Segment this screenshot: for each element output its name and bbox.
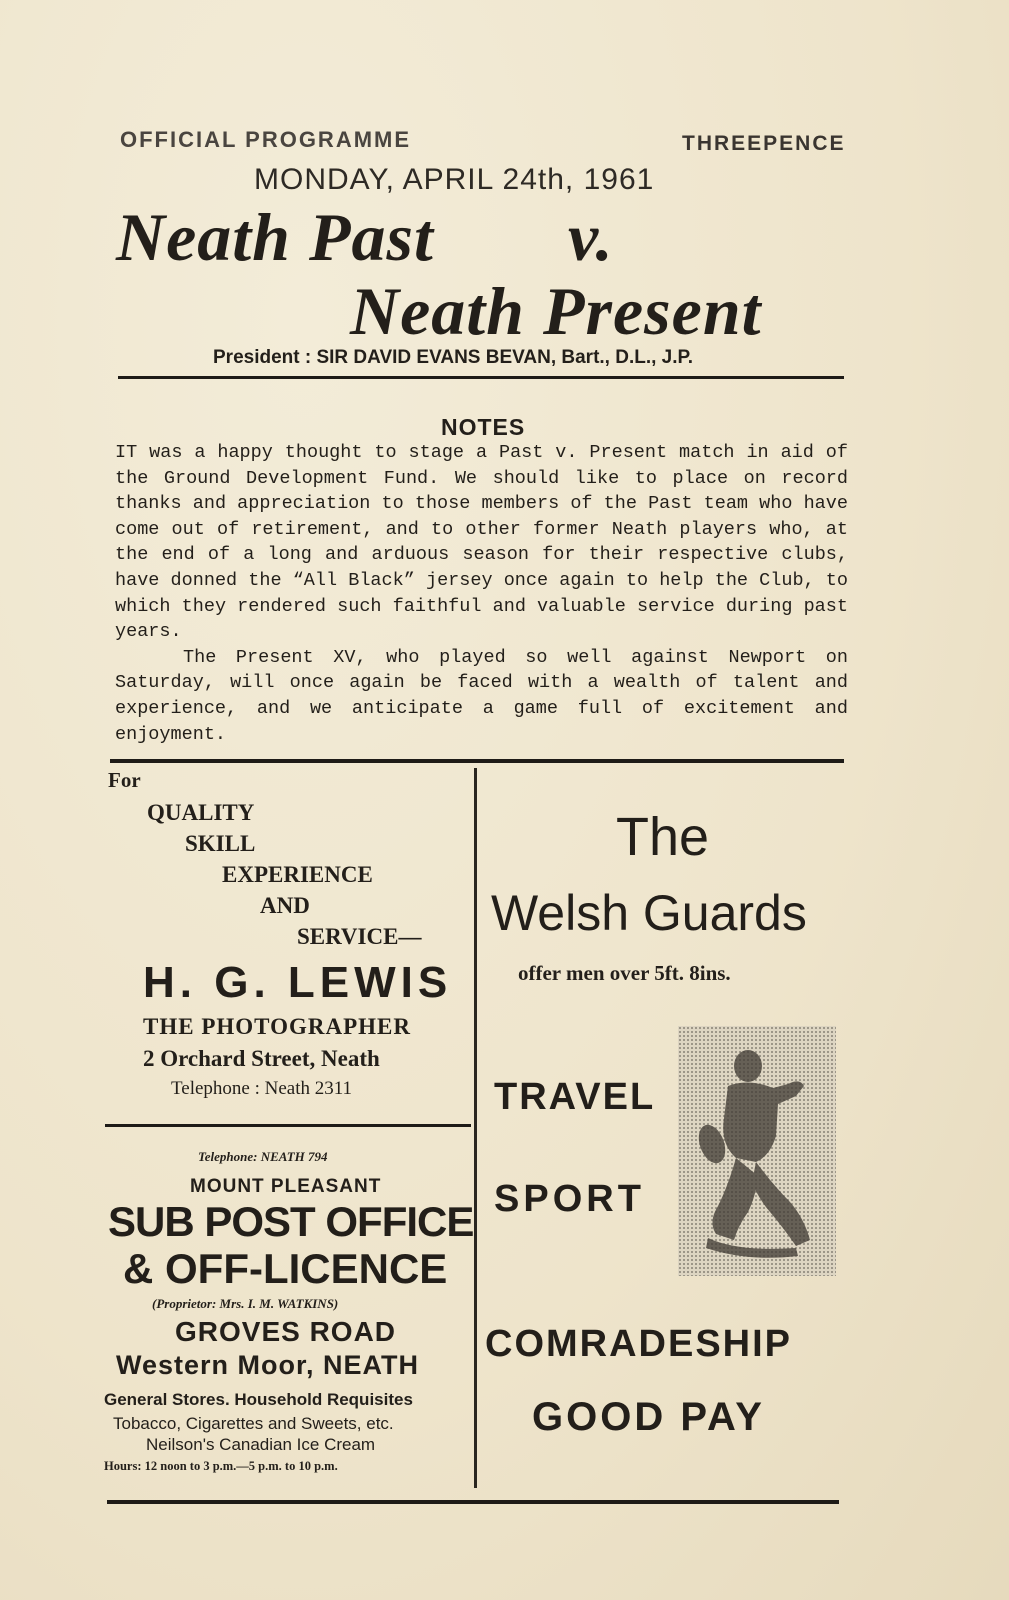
post-office-road: GROVES ROAD: [175, 1316, 397, 1347]
rugby-player-image: [678, 1026, 836, 1276]
post-office-area: Western Moor, NEATH: [116, 1350, 420, 1380]
guards-travel: TRAVEL: [494, 1076, 656, 1118]
notes-divider: [110, 759, 844, 763]
ad-and: AND: [260, 893, 310, 918]
title-present: Neath Present: [350, 273, 762, 349]
guards-offer: offer men over 5ft. 8ins.: [518, 961, 731, 985]
post-office-ice-cream: Neilson's Canadian Ice Cream: [146, 1435, 376, 1454]
ad-divider: [105, 1124, 471, 1127]
ad-for-label: For: [108, 768, 141, 792]
header-divider: [118, 376, 844, 379]
off-licence-title: & OFF-LICENCE: [123, 1245, 448, 1292]
post-office-tobacco: Tobacco, Cigarettes and Sweets, etc.: [113, 1414, 394, 1433]
notes-paragraph: The Present XV, who played so well against Newport on Saturday, will once again be faced with a wealth of talent and experience, and we anticipate a game full of excitement and enjoyment.: [115, 646, 848, 745]
photographer-role: THE PHOTOGRAPHER: [143, 1014, 411, 1039]
post-office-telephone: Telephone: NEATH 794: [198, 1149, 328, 1164]
photographer-name: H. G. LEWIS: [143, 958, 453, 1007]
ad-experience: EXPERIENCE: [222, 862, 373, 887]
ad-quality: QUALITY: [147, 800, 255, 825]
guards-comradeship: COMRADESHIP: [485, 1323, 793, 1365]
match-date: MONDAY, APRIL 24th, 1961: [254, 163, 655, 196]
footer-divider: [107, 1500, 839, 1504]
post-office-title: SUB POST OFFICE: [108, 1198, 474, 1245]
proprietor-line: (Proprietor: Mrs. I. M. WATKINS): [152, 1296, 339, 1311]
post-office-hours: Hours: 12 noon to 3 p.m.—5 p.m. to 10 p.m.: [104, 1459, 338, 1473]
rugby-player-icon: [678, 1026, 836, 1276]
title-versus: v.: [568, 199, 613, 275]
guards-pay: GOOD PAY: [532, 1395, 765, 1439]
photographer-address: 2 Orchard Street, Neath: [143, 1046, 380, 1071]
post-office-mount: MOUNT PLEASANT: [190, 1176, 382, 1197]
post-office-general: General Stores. Household Requisites: [104, 1390, 413, 1409]
president-line: President : SIR DAVID EVANS BEVAN, Bart., D.L., J.P.: [213, 347, 694, 368]
title-past: Neath Past: [116, 199, 434, 275]
ad-skill: SKILL: [185, 831, 256, 856]
notes-heading: NOTES: [441, 414, 526, 440]
photographer-telephone: Telephone : Neath 2311: [171, 1078, 353, 1099]
price-label: THREEPENCE: [682, 132, 846, 155]
guards-sport: SPORT: [494, 1178, 645, 1220]
notes-paragraph: IT was a happy thought to stage a Past v. Present match in aid of the Ground Development Fund. We should like to place on record thanks and appreciation to those members of the Past team who have come out of retirement, and to other former Neath players who, at the end of a long and arduous season for their respective clubs, have donned the “All Black” jersey once again to help the Club, to which they rendered such faithful and valuable service during past years.: [115, 442, 848, 643]
guards-name: Welsh Guards: [491, 885, 807, 941]
ad-service: SERVICE—: [297, 924, 422, 949]
guards-the: The: [616, 807, 710, 867]
programme-label: OFFICIAL PROGRAMME: [120, 127, 412, 152]
notes-body: [115, 440, 848, 747]
column-divider: [474, 768, 477, 1488]
